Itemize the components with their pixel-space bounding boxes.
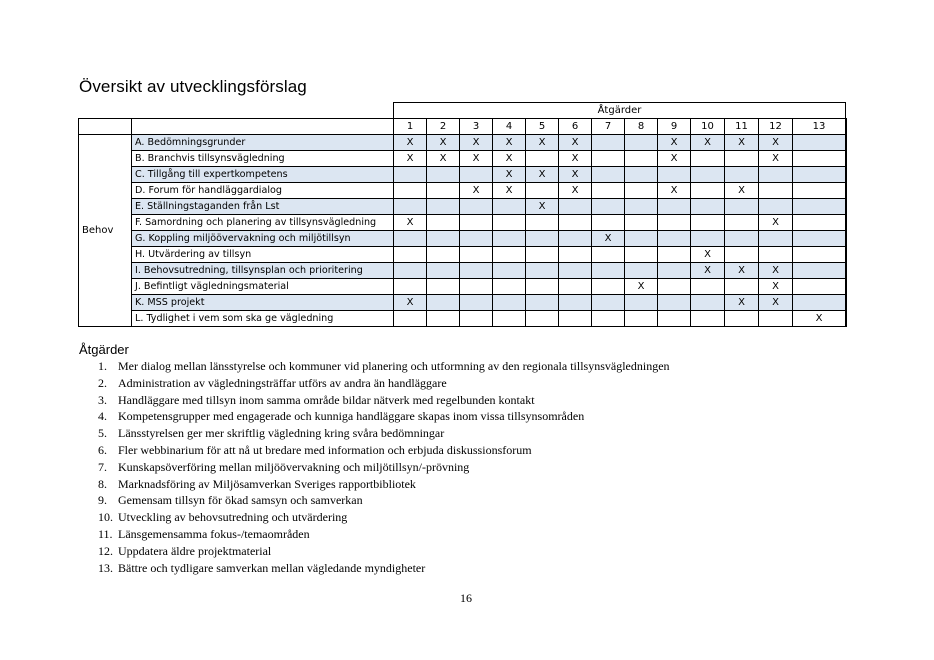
mark-cell: X: [559, 167, 592, 183]
matrix-row: [79, 231, 847, 247]
mark-cell: [493, 311, 526, 327]
matrix-row: [79, 151, 847, 167]
legend-item-number: 10.: [98, 510, 113, 525]
mark-cell: [625, 135, 658, 151]
mark-cell: [658, 311, 691, 327]
mark-cell: [759, 311, 793, 327]
mark-cell: [691, 295, 725, 311]
mark-cell: X: [493, 183, 526, 199]
mark-cell: [559, 231, 592, 247]
mark-cell: [658, 167, 691, 183]
need-label: G. Koppling miljöövervakning och miljötillsyn: [132, 231, 394, 247]
mark-cell: [691, 279, 725, 295]
mark-cell: [592, 311, 625, 327]
mark-cell: [691, 199, 725, 215]
trailing-cell: [846, 199, 847, 215]
mark-cell: [759, 183, 793, 199]
mark-cell: [658, 295, 691, 311]
mark-cell: [493, 215, 526, 231]
mark-cell: [559, 311, 592, 327]
mark-cell: [625, 311, 658, 327]
mark-cell: [394, 231, 427, 247]
trailing-cell: [846, 231, 847, 247]
legend-item: [98, 476, 670, 493]
mark-cell: [793, 135, 846, 151]
need-label: B. Branchvis tillsynsvägledning: [132, 151, 394, 167]
corner-cell-group: [79, 119, 132, 135]
mark-cell: [460, 231, 493, 247]
legend-item: [98, 526, 670, 543]
mark-cell: X: [394, 295, 427, 311]
mark-cell: [460, 215, 493, 231]
need-label: I. Behovsutredning, tillsynsplan och prioritering: [132, 263, 394, 279]
mark-cell: [427, 279, 460, 295]
mark-cell: [559, 295, 592, 311]
mark-cell: X: [493, 151, 526, 167]
mark-cell: X: [759, 151, 793, 167]
column-number-1: 1: [394, 119, 427, 135]
trailing-cell: [846, 183, 847, 199]
mark-cell: [725, 151, 759, 167]
trailing-cell: [846, 135, 847, 151]
matrix-row: [79, 199, 847, 215]
column-number-7: 7: [592, 119, 625, 135]
mark-cell: [725, 167, 759, 183]
legend-item-number: 3.: [98, 392, 107, 407]
mark-cell: X: [625, 279, 658, 295]
mark-cell: [394, 263, 427, 279]
legend-item-number: 7.: [98, 459, 107, 474]
mark-cell: [658, 247, 691, 263]
mark-cell: [526, 311, 559, 327]
legend-item-text: Administration av vägledningsträffar utförs av andra än handläggare: [118, 375, 447, 390]
mark-cell: X: [725, 135, 759, 151]
mark-cell: [559, 247, 592, 263]
need-label: F. Samordning och planering av tillsynsvägledning: [132, 215, 394, 231]
legend-item-number: 8.: [98, 476, 107, 491]
mark-cell: [394, 167, 427, 183]
mark-cell: X: [725, 183, 759, 199]
mark-cell: [592, 167, 625, 183]
header-row-top: [79, 103, 847, 119]
matrix-row: [79, 295, 847, 311]
mark-cell: X: [658, 183, 691, 199]
mark-cell: [460, 263, 493, 279]
mark-cell: X: [526, 167, 559, 183]
column-number-13: 13: [793, 119, 846, 135]
mark-cell: [592, 295, 625, 311]
mark-cell: X: [691, 135, 725, 151]
legend-list: [98, 358, 670, 576]
mark-cell: [658, 199, 691, 215]
matrix-body: [79, 135, 847, 327]
mark-cell: X: [658, 151, 691, 167]
mark-cell: [493, 231, 526, 247]
mark-cell: [559, 279, 592, 295]
legend-item-text: Länsstyrelsen ger mer skriftlig vägledning kring svåra bedömningar: [118, 426, 445, 441]
mark-cell: [759, 167, 793, 183]
mark-cell: [759, 231, 793, 247]
mark-cell: [625, 295, 658, 311]
mark-cell: [460, 279, 493, 295]
corner-cell-label: [132, 119, 394, 135]
mark-cell: X: [460, 135, 493, 151]
mark-cell: [691, 215, 725, 231]
page-number: 16: [460, 591, 472, 605]
mark-cell: [625, 151, 658, 167]
action-needs-matrix: [78, 102, 847, 327]
mark-cell: [526, 263, 559, 279]
legend-item: [98, 392, 670, 409]
legend-item-text: Uppdatera äldre projektmaterial: [118, 543, 272, 558]
mark-cell: [427, 311, 460, 327]
need-label: H. Utvärdering av tillsyn: [132, 247, 394, 263]
legend-item: [98, 509, 670, 526]
legend-item-text: Fler webbinarium för att nå ut bredare med information och erbjuda diskussionsforum: [118, 442, 532, 457]
group-label-behov: Behov: [79, 135, 132, 327]
mark-cell: [427, 295, 460, 311]
legend-item-number: 5.: [98, 426, 107, 441]
mark-cell: [592, 263, 625, 279]
trailing-cell: [846, 167, 847, 183]
trailing-cell: [846, 215, 847, 231]
mark-cell: [460, 295, 493, 311]
matrix-row: [79, 215, 847, 231]
column-number-9: 9: [658, 119, 691, 135]
mark-cell: [625, 263, 658, 279]
legend-item: [98, 442, 670, 459]
mark-cell: [493, 263, 526, 279]
legend-item-number: 6.: [98, 442, 107, 457]
need-label: E. Ställningstaganden från Lst: [132, 199, 394, 215]
mark-cell: [394, 311, 427, 327]
mark-cell: [658, 231, 691, 247]
trailing-cell: [846, 279, 847, 295]
mark-cell: X: [559, 135, 592, 151]
matrix-row: [79, 135, 847, 151]
mark-cell: [559, 215, 592, 231]
column-number-11: 11: [725, 119, 759, 135]
mark-cell: [625, 231, 658, 247]
legend-item: [98, 560, 670, 577]
mark-cell: [427, 167, 460, 183]
legend-title: Åtgärder: [79, 342, 129, 357]
column-number-8: 8: [625, 119, 658, 135]
mark-cell: [793, 215, 846, 231]
mark-cell: [427, 231, 460, 247]
mark-cell: X: [759, 135, 793, 151]
mark-cell: X: [526, 199, 559, 215]
legend-item-text: Utveckling av behovsutredning och utvärdering: [118, 510, 348, 525]
mark-cell: [793, 295, 846, 311]
legend-item: [98, 425, 670, 442]
trailing-cell: [846, 311, 847, 327]
column-number-2: 2: [427, 119, 460, 135]
mark-cell: [793, 167, 846, 183]
mark-cell: [394, 199, 427, 215]
mark-cell: [592, 279, 625, 295]
mark-cell: [658, 215, 691, 231]
mark-cell: X: [691, 263, 725, 279]
mark-cell: X: [460, 151, 493, 167]
mark-cell: [394, 279, 427, 295]
legend-item-text: Kompetensgrupper med engagerade och kunniga handläggare skapas inom vissa tillsynsområden: [118, 409, 585, 424]
mark-cell: [559, 263, 592, 279]
need-label: L. Tydlighet i vem som ska ge vägledning: [132, 311, 394, 327]
legend-item-text: Gemensam tillsyn för ökad samsyn och samverkan: [118, 493, 363, 508]
mark-cell: [793, 279, 846, 295]
legend-item: [98, 543, 670, 560]
legend-item: [98, 459, 670, 476]
mark-cell: [658, 279, 691, 295]
mark-cell: [493, 279, 526, 295]
mark-cell: X: [658, 135, 691, 151]
need-label: A. Bedömningsgrunder: [132, 135, 394, 151]
legend-item-text: Handläggare med tillsyn inom samma område bildar nätverk med regelbunden kontakt: [118, 392, 535, 407]
mark-cell: [691, 231, 725, 247]
need-label: K. MSS projekt: [132, 295, 394, 311]
mark-cell: X: [793, 311, 846, 327]
mark-cell: [526, 247, 559, 263]
mark-cell: [725, 231, 759, 247]
mark-cell: [793, 183, 846, 199]
legend-item-number: 1.: [98, 359, 107, 373]
mark-cell: X: [394, 135, 427, 151]
mark-cell: [625, 215, 658, 231]
mark-cell: [691, 183, 725, 199]
mark-cell: X: [559, 151, 592, 167]
mark-cell: X: [427, 151, 460, 167]
legend-item-text: Bättre och tydligare samverkan mellan vägledande myndigheter: [118, 560, 426, 575]
trailing-header-cell: [846, 119, 847, 135]
mark-cell: [526, 215, 559, 231]
mark-cell: [793, 247, 846, 263]
trailing-cell: [846, 263, 847, 279]
mark-cell: [427, 215, 460, 231]
mark-cell: [526, 151, 559, 167]
column-number-6: 6: [559, 119, 592, 135]
legend-item: [98, 408, 670, 425]
mark-cell: [759, 247, 793, 263]
mark-cell: X: [394, 215, 427, 231]
legend-item-number: 12.: [98, 543, 113, 558]
mark-cell: X: [394, 151, 427, 167]
mark-cell: [592, 247, 625, 263]
mark-cell: [460, 199, 493, 215]
legend-item-text: Kunskapsöverföring mellan miljöövervakning och miljötillsyn/-prövning: [118, 459, 470, 474]
matrix-row: [79, 183, 847, 199]
mark-cell: [394, 183, 427, 199]
mark-cell: X: [559, 183, 592, 199]
mark-cell: X: [427, 135, 460, 151]
mark-cell: [427, 247, 460, 263]
column-number-4: 4: [493, 119, 526, 135]
mark-cell: [493, 295, 526, 311]
atgarder-header: Åtgärder: [394, 103, 846, 119]
mark-cell: [592, 151, 625, 167]
mark-cell: X: [691, 247, 725, 263]
trailing-cell: [846, 295, 847, 311]
mark-cell: [592, 199, 625, 215]
mark-cell: [394, 247, 427, 263]
mark-cell: [691, 311, 725, 327]
mark-cell: [427, 263, 460, 279]
mark-cell: [526, 231, 559, 247]
legend-item-number: 13.: [98, 560, 113, 575]
mark-cell: [725, 215, 759, 231]
mark-cell: X: [460, 183, 493, 199]
mark-cell: [460, 167, 493, 183]
mark-cell: X: [493, 135, 526, 151]
mark-cell: [460, 311, 493, 327]
legend-item: [98, 358, 670, 375]
mark-cell: X: [725, 295, 759, 311]
mark-cell: [725, 311, 759, 327]
mark-cell: [658, 263, 691, 279]
mark-cell: [793, 263, 846, 279]
mark-cell: X: [759, 279, 793, 295]
mark-cell: [493, 199, 526, 215]
mark-cell: X: [592, 231, 625, 247]
need-label: J. Befintligt vägledningsmaterial: [132, 279, 394, 295]
mark-cell: [759, 199, 793, 215]
mark-cell: [793, 231, 846, 247]
legend-item: [98, 492, 670, 509]
mark-cell: [592, 183, 625, 199]
legend-item-number: 11.: [98, 526, 113, 541]
page-title: Översikt av utvecklingsförslag: [79, 77, 307, 96]
mark-cell: [427, 183, 460, 199]
mark-cell: X: [526, 135, 559, 151]
column-number-5: 5: [526, 119, 559, 135]
legend-item-number: 2.: [98, 375, 107, 390]
mark-cell: [625, 167, 658, 183]
need-label: C. Tillgång till expertkompetens: [132, 167, 394, 183]
column-number-row: [79, 119, 847, 135]
legend-item-text: Länsgemensamma fokus-/temaområden: [118, 526, 310, 541]
legend-item-number: 9.: [98, 493, 107, 508]
mark-cell: [625, 199, 658, 215]
mark-cell: [592, 135, 625, 151]
mark-cell: [725, 199, 759, 215]
mark-cell: [427, 199, 460, 215]
mark-cell: [725, 247, 759, 263]
matrix-row: [79, 311, 847, 327]
column-number-10: 10: [691, 119, 725, 135]
legend-item-text: Marknadsföring av Miljösamverkan Sveriges rapportbibliotek: [118, 476, 416, 491]
mark-cell: [625, 183, 658, 199]
mark-cell: [725, 279, 759, 295]
matrix-row: [79, 247, 847, 263]
trailing-cell: [846, 247, 847, 263]
mark-cell: [526, 183, 559, 199]
matrix-row: [79, 167, 847, 183]
mark-cell: X: [493, 167, 526, 183]
matrix-row: [79, 279, 847, 295]
column-number-12: 12: [759, 119, 793, 135]
legend-item-number: 4.: [98, 409, 107, 424]
legend-item-text: Mer dialog mellan länsstyrelse och kommuner vid planering och utformning av den regionala tillsynsvägledningen: [118, 359, 670, 373]
mark-cell: [793, 151, 846, 167]
mark-cell: [460, 247, 493, 263]
mark-cell: X: [759, 215, 793, 231]
need-label: D. Forum för handläggardialog: [132, 183, 394, 199]
mark-cell: [625, 247, 658, 263]
trailing-cell: [846, 151, 847, 167]
mark-cell: [793, 199, 846, 215]
mark-cell: X: [725, 263, 759, 279]
mark-cell: [559, 199, 592, 215]
column-number-3: 3: [460, 119, 493, 135]
mark-cell: [493, 247, 526, 263]
legend-item: [98, 375, 670, 392]
mark-cell: X: [759, 295, 793, 311]
mark-cell: [691, 167, 725, 183]
mark-cell: X: [759, 263, 793, 279]
mark-cell: [592, 215, 625, 231]
mark-cell: [691, 151, 725, 167]
matrix-row: [79, 263, 847, 279]
mark-cell: [526, 279, 559, 295]
mark-cell: [526, 295, 559, 311]
